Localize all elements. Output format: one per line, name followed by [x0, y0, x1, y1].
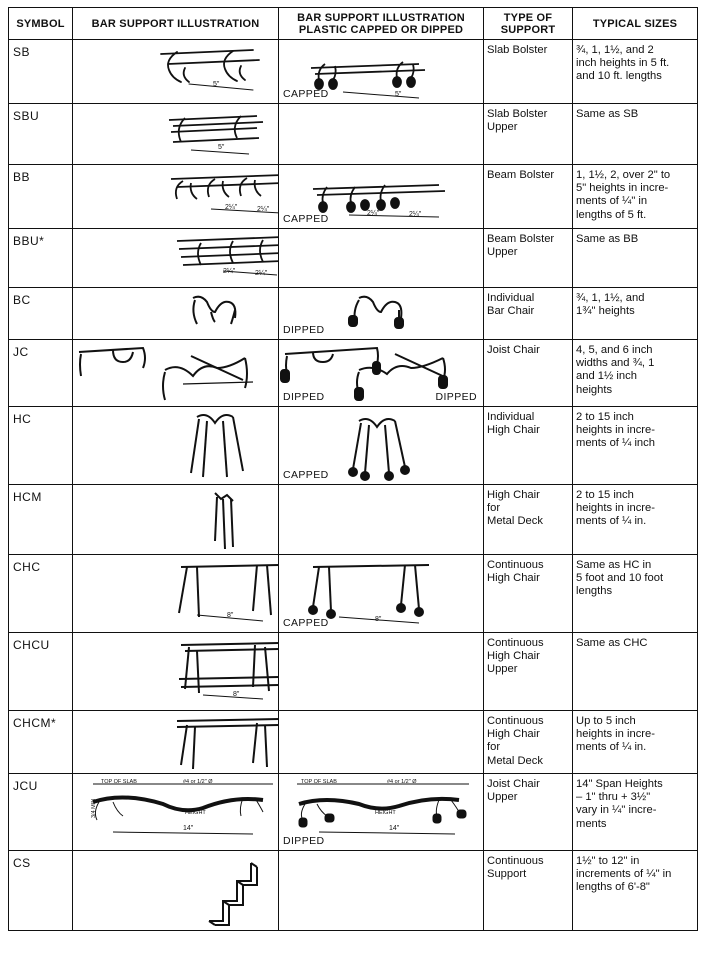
type-line: Bar Chair	[487, 305, 535, 318]
sizes-line: Same as SB	[576, 108, 639, 120]
row-bb	[9, 165, 698, 229]
joist-chair-upper-icon	[73, 774, 279, 851]
illustration-chcu	[73, 633, 279, 711]
sizes-line: – 1" thru + 3½"	[576, 791, 651, 804]
type-cell	[484, 711, 573, 774]
beam-bolster-icon	[73, 165, 279, 229]
sizes-line: lengths of 6'-8"	[576, 881, 650, 894]
row-chc	[9, 555, 698, 633]
type-cell	[484, 407, 573, 485]
type-line: Beam Bolster	[487, 169, 555, 181]
sizes-line: ¾, 1, 1½, and	[576, 292, 645, 304]
row-bc	[9, 288, 698, 340]
row-hcm	[9, 485, 698, 555]
type-cell	[484, 555, 573, 633]
illustration-cs	[73, 851, 279, 931]
dim-label: 5"	[213, 81, 220, 88]
dim-label: 2¼"	[255, 270, 268, 277]
illustration-bb	[73, 165, 279, 229]
sizes-cell	[573, 165, 698, 229]
type-line: High Chair	[487, 424, 540, 437]
sizes-line: lengths of 5 ft.	[576, 208, 647, 221]
header-illustration: BAR SUPPORT ILLUSTRATION	[73, 8, 279, 40]
row-jc	[9, 340, 698, 407]
dim-label: 2¼"	[223, 268, 236, 275]
symbol-cell: BC	[9, 288, 73, 340]
type-line: Continuous	[487, 855, 544, 867]
header-row	[9, 8, 698, 40]
dim-label: 2¼"	[257, 206, 270, 213]
sizes-line: 4, 5, and 6 inch	[576, 344, 653, 356]
slab-bolster-upper-icon	[73, 104, 279, 165]
plastic-hcm	[279, 485, 484, 555]
dim-label: 8"	[375, 616, 382, 623]
symbol-cell: BBU*	[9, 229, 73, 288]
sizes-line: Same as BB	[576, 233, 639, 245]
illustration-hc	[73, 407, 279, 485]
sizes-line: heights in incre-	[576, 502, 655, 515]
plastic-label: CAPPED	[283, 213, 329, 225]
type-cell	[484, 165, 573, 229]
illustration-hcm	[73, 485, 279, 555]
type-line: Support	[487, 868, 527, 881]
type-cell	[484, 340, 573, 407]
sizes-line: 14" Span Heights	[576, 778, 663, 790]
type-line: Joist Chair	[487, 344, 540, 356]
type-cell	[484, 40, 573, 104]
type-line: Slab Bolster	[487, 44, 548, 56]
symbol-cell: CS	[9, 851, 73, 931]
plastic-sb	[279, 40, 484, 104]
bar-chair-icon	[73, 288, 279, 340]
header-type-line1: TYPE OF	[503, 11, 553, 24]
illustration-sb	[73, 40, 279, 104]
sizes-line: ments of ¼ in.	[576, 741, 647, 754]
sizes-line: ments of ¼ in.	[576, 515, 647, 528]
sizes-line: heights in incre-	[576, 424, 655, 437]
plastic-bb	[279, 165, 484, 229]
row-hc	[9, 407, 698, 485]
sizes-line: Same as CHC	[576, 637, 648, 649]
sizes-cell	[573, 104, 698, 165]
dim-label: 8"	[227, 612, 234, 619]
sizes-line: 5" heights in incre-	[576, 182, 669, 195]
sizes-cell	[573, 555, 698, 633]
sizes-line: ¾, 1, 1½, and 2	[576, 44, 654, 56]
type-cell	[484, 851, 573, 931]
symbol-cell: CHC	[9, 555, 73, 633]
dim-label: 14"	[389, 825, 400, 832]
type-line: Metal Deck	[487, 754, 543, 767]
plastic-label: DIPPED	[283, 835, 325, 847]
sizes-line: vary in ¼" incre-	[576, 804, 657, 817]
dim-label: HEIGHT	[375, 810, 396, 816]
sizes-line: 2 to 15 inch	[576, 489, 634, 501]
joist-chair-icon	[73, 340, 279, 407]
dim-label: TOP OF SLAB	[301, 779, 337, 785]
illustration-bc	[73, 288, 279, 340]
type-line: Upper	[487, 121, 518, 134]
type-line: Individual	[487, 411, 535, 423]
type-line: Continuous	[487, 559, 544, 571]
sizes-line: 1, 1½, 2, over 2" to	[576, 169, 671, 181]
row-sbu	[9, 104, 698, 165]
dim-label: 3/4 MIN	[91, 798, 97, 818]
type-line: High Chair	[487, 489, 540, 501]
plastic-label: CAPPED	[283, 617, 329, 629]
type-line: for	[487, 502, 501, 515]
plastic-label: CAPPED	[283, 88, 329, 100]
symbol-cell: CHCM*	[9, 711, 73, 774]
header-type	[484, 8, 573, 40]
sizes-cell	[573, 711, 698, 774]
continuous-high-chair-icon	[73, 555, 279, 633]
symbol-cell: HCM	[9, 485, 73, 555]
illustration-bbu	[73, 229, 279, 288]
plastic-hc	[279, 407, 484, 485]
header-type-line2: SUPPORT	[500, 23, 556, 36]
plastic-label: CAPPED	[283, 469, 329, 481]
high-chair-icon	[73, 407, 279, 485]
type-line: High Chair	[487, 650, 540, 663]
type-line: Upper	[487, 246, 518, 259]
sizes-cell	[573, 288, 698, 340]
symbol-cell: JC	[9, 340, 73, 407]
type-line: Beam Bolster	[487, 233, 555, 245]
continuous-support-icon	[73, 851, 279, 931]
sizes-line: ments	[576, 817, 607, 830]
type-cell	[484, 485, 573, 555]
dim-label: 5"	[218, 144, 225, 151]
type-cell	[484, 288, 573, 340]
sizes-cell	[573, 340, 698, 407]
continuous-high-chair-metal-deck-icon	[73, 711, 279, 774]
type-line: High Chair	[487, 728, 540, 741]
plastic-jcu	[279, 774, 484, 851]
type-cell	[484, 774, 573, 851]
symbol-cell: SBU	[9, 104, 73, 165]
symbol-cell: HC	[9, 407, 73, 485]
illustration-sbu	[73, 104, 279, 165]
plastic-chc	[279, 555, 484, 633]
sizes-line: 5 foot and 10 foot	[576, 572, 664, 585]
plastic-chcu	[279, 633, 484, 711]
plastic-bc	[279, 288, 484, 340]
dim-label: 2¼"	[225, 204, 238, 211]
plastic-label: DIPPED	[283, 324, 325, 336]
sizes-cell	[573, 774, 698, 851]
type-line: Continuous	[487, 715, 544, 727]
sizes-line: ments of ¼ inch	[576, 437, 655, 450]
type-line: Joist Chair	[487, 778, 540, 790]
sizes-line: 1½" to 12" in	[576, 855, 640, 867]
row-cs	[9, 851, 698, 931]
type-line: Continuous	[487, 637, 544, 649]
sizes-line: 2 to 15 inch	[576, 411, 634, 423]
sizes-line: ments of ¼" in	[576, 195, 648, 208]
sizes-line: 1¾" heights	[576, 305, 635, 318]
high-chair-metal-deck-icon	[73, 485, 279, 555]
sizes-cell	[573, 40, 698, 104]
row-chcu	[9, 633, 698, 711]
sizes-line: lengths	[576, 585, 613, 598]
sizes-line: Up to 5 inch	[576, 715, 636, 727]
type-cell	[484, 229, 573, 288]
illustration-chc	[73, 555, 279, 633]
row-jcu	[9, 774, 698, 851]
symbol-cell: BB	[9, 165, 73, 229]
row-chcm	[9, 711, 698, 774]
sizes-cell	[573, 407, 698, 485]
sizes-line: and 1½ inch	[576, 370, 637, 383]
continuous-high-chair-upper-icon	[73, 633, 279, 711]
sizes-line: and 10 ft. lengths	[576, 70, 662, 83]
symbol-cell: JCU	[9, 774, 73, 851]
type-cell	[484, 104, 573, 165]
symbol-cell: SB	[9, 40, 73, 104]
dim-label: 8"	[233, 691, 240, 698]
sizes-line: heights	[576, 383, 613, 396]
plastic-label-secondary: DIPPED	[435, 391, 477, 403]
type-line: Individual	[487, 292, 535, 304]
type-line: Upper	[487, 663, 518, 676]
illustration-chcm	[73, 711, 279, 774]
illustration-jc	[73, 340, 279, 407]
plastic-sbu	[279, 104, 484, 165]
slab-bolster-icon	[73, 40, 279, 104]
illustration-jcu	[73, 774, 279, 851]
plastic-cs	[279, 851, 484, 931]
plastic-chcm	[279, 711, 484, 774]
type-cell	[484, 633, 573, 711]
header-plastic-line1: BAR SUPPORT ILLUSTRATION	[297, 11, 465, 24]
sizes-line: increments of ¼" in	[576, 868, 672, 881]
header-sizes: TYPICAL SIZES	[573, 8, 698, 40]
type-line: Slab Bolster	[487, 108, 548, 120]
sizes-line: Same as HC in	[576, 559, 652, 571]
dim-label: #4 or 1/2" Ø	[183, 779, 213, 785]
bar-support-table	[8, 7, 698, 931]
dim-label: HEIGHT	[185, 810, 206, 816]
dim-label: 14"	[183, 825, 194, 832]
plastic-label: DIPPED	[283, 391, 325, 403]
type-line: Metal Deck	[487, 515, 543, 528]
dim-label: 2¼"	[409, 211, 422, 218]
header-plastic-line2: PLASTIC CAPPED OR DIPPED	[298, 23, 464, 36]
dim-label: #4 or 1/2" Ø	[387, 779, 417, 785]
header-symbol: SYMBOL	[9, 8, 73, 40]
dim-label: TOP OF SLAB	[101, 779, 137, 785]
symbol-cell: CHCU	[9, 633, 73, 711]
type-line: High Chair	[487, 572, 540, 585]
sizes-cell	[573, 229, 698, 288]
sizes-line: inch heights in 5 ft.	[576, 57, 670, 70]
row-sb	[9, 40, 698, 104]
plastic-jc	[279, 340, 484, 407]
sizes-cell	[573, 485, 698, 555]
header-plastic	[279, 8, 484, 40]
row-bbu	[9, 229, 698, 288]
dim-label: 5"	[395, 91, 402, 98]
sizes-cell	[573, 633, 698, 711]
sizes-line: widths and ¾, 1	[576, 357, 655, 370]
sizes-line: heights in incre-	[576, 728, 655, 741]
plastic-bbu	[279, 229, 484, 288]
type-line: Upper	[487, 791, 518, 804]
sizes-cell	[573, 851, 698, 931]
dim-label: 2¼"	[367, 210, 380, 217]
beam-bolster-upper-icon	[73, 229, 279, 288]
type-line: for	[487, 741, 501, 754]
